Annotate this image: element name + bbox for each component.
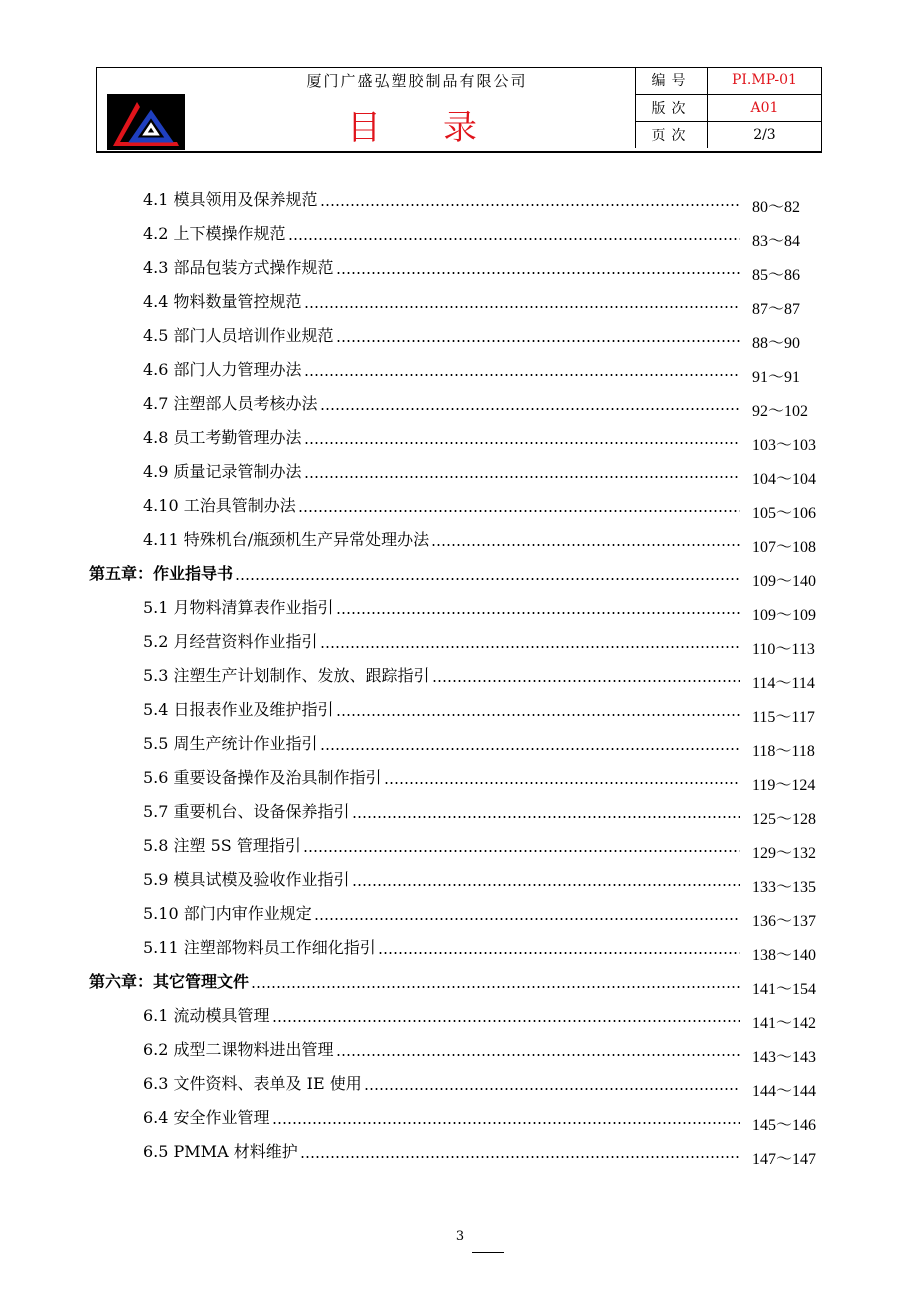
toc-leader-dots [336,601,740,615]
page-number: 3 [455,1229,465,1244]
toc-entry-label: 6.4 安全作业管理 [143,1108,270,1127]
toc-leader-dots [303,839,740,853]
toc-page-range: 109～140 [752,573,817,590]
toc-entry-row [143,220,742,244]
meta-key: 页次 [636,121,708,148]
toc-entry-row [143,628,742,652]
toc-entry-label: 4.11 特殊机台/瓶颈机生产异常处理办法 [143,530,430,549]
toc-entry-row [143,696,742,720]
toc-entry-label: 5.6 重要设备操作及治具制作指引 [143,768,382,787]
toc-entry-label: 5.3 注塑生产计划制作、发放、跟踪指引 [143,666,430,685]
toc-entry-row [143,662,742,686]
toc-entry-label: 4.7 注塑部人员考核办法 [143,394,318,413]
toc-entry-row [143,934,742,958]
toc-leader-dots [378,941,740,955]
toc-leader-dots [304,431,740,445]
toc-entry-label: 4.8 员工考勤管理办法 [143,428,302,447]
toc-entry-row [143,1070,742,1094]
toc-entry-row [143,866,742,890]
toc-entry-label: 4.3 部品包装方式操作规范 [143,258,334,277]
toc-page-range: 109～109 [752,607,817,624]
toc-leader-dots [300,1145,740,1159]
toc-entry-row [143,832,742,856]
toc-page-range: 88～90 [752,335,801,352]
toc-entry-label: 第六章：其它管理文件 [89,972,250,991]
toc-leader-dots [272,1009,740,1023]
toc-page-range: 103～103 [752,437,817,454]
document-meta-table [635,67,821,148]
toc-entry-label: 5.11 注塑部物料员工作细化指引 [143,938,376,957]
toc-entry-label: 4.6 部门人力管理办法 [143,360,302,379]
toc-entry-label: 6.5 PMMA 材料维护 [143,1142,298,1161]
toc-page-range: 87～87 [752,301,801,318]
meta-key: 编号 [636,67,708,94]
toc-entry-label: 5.4 日报表作业及维护指引 [143,700,334,719]
meta-value: A01 [707,94,821,121]
toc-entry-row [143,798,742,822]
toc-entry-label: 第五章：作业指导书 [89,564,234,583]
toc-page-range: 141～154 [752,981,817,998]
toc-entry-label: 5.10 部门内审作业规定 [143,904,312,923]
toc-entry-row [143,288,742,312]
footer-divider [472,1252,504,1253]
toc-page-range: 147～147 [752,1151,817,1168]
toc-leader-dots [384,771,740,785]
toc-entry-label: 6.3 文件资料、表单及 IE 使用 [143,1074,362,1093]
toc-leader-dots [364,1077,740,1091]
toc-entry-label: 5.2 月经营资料作业指引 [143,632,318,651]
toc-entry-row [143,1002,742,1026]
toc-entry-label: 4.5 部门人员培训作业规范 [143,326,334,345]
toc-entry-row [143,730,742,754]
toc-leader-dots [352,873,740,887]
toc-entry-row [143,594,742,618]
toc-leader-dots [251,975,740,989]
toc-page-range: 114～114 [752,675,815,692]
toc-leader-dots [235,567,740,581]
toc-page-range: 110～113 [752,641,815,658]
toc-leader-dots [336,329,740,343]
toc-leader-dots [304,363,740,377]
meta-row-version [636,94,822,121]
meta-row-page [636,121,822,148]
toc-entry-label: 5.8 注塑 5S 管理指引 [143,836,301,855]
toc-entry-row [143,390,742,414]
toc-leader-dots [288,227,740,241]
toc-page-range: 118～118 [752,743,815,760]
toc-leader-dots [298,499,740,513]
toc-entry-label: 6.1 流动模具管理 [143,1006,270,1025]
toc-leader-dots [336,703,740,717]
toc-leader-dots [320,397,740,411]
meta-key: 版次 [636,94,708,121]
toc-entry-label: 4.1 模具领用及保养规范 [143,190,318,209]
toc-entry-row [143,1138,742,1162]
toc-entry-row [143,1036,742,1060]
toc-entry-label: 4.2 上下模操作规范 [143,224,286,243]
toc-entry-row [143,1104,742,1128]
toc-leader-dots [431,533,740,547]
toc-entry-label: 5.9 模具试模及验收作业指引 [143,870,350,889]
toc-entry-row [143,458,742,482]
toc-leader-dots [320,635,740,649]
toc-page-range: 141～142 [752,1015,817,1032]
toc-page-range: 138～140 [752,947,817,964]
toc-leader-dots [352,805,740,819]
toc-entry-label: 5.5 周生产统计作业指引 [143,734,318,753]
toc-page-range: 85～86 [752,267,801,284]
toc-leader-dots [336,1043,740,1057]
toc-page-range: 107～108 [752,539,817,556]
toc-page-range: 119～124 [752,777,816,794]
document-header [96,67,822,153]
toc-leader-dots [336,261,740,275]
toc-page-range: 115～117 [752,709,815,726]
toc-entry-row [143,356,742,380]
toc-leader-dots [320,193,740,207]
toc-entry-label: 6.2 成型二课物料进出管理 [143,1040,334,1059]
toc-entry-label: 4.10 工治具管制办法 [143,496,296,515]
toc-page-range: 105～106 [752,505,817,522]
toc-entry-row [143,424,742,448]
toc-entry-label: 5.1 月物料清算表作业指引 [143,598,334,617]
toc-page-range: 143～143 [752,1049,817,1066]
toc-entry-row [143,526,742,550]
toc-entry-label: 4.9 质量记录管制办法 [143,462,302,481]
toc-leader-dots [272,1111,740,1125]
toc-leader-dots [304,295,740,309]
logo-triangles-icon [107,94,185,150]
company-name: 厦门广盛弘塑胶制品有限公司 [306,72,528,90]
company-logo [107,94,185,150]
toc-entry-label: 5.7 重要机台、设备保养指引 [143,802,350,821]
toc-entry-row [143,764,742,788]
toc-chapter-row [89,560,742,584]
toc-entry-row [143,492,742,516]
toc-chapter-row [89,968,742,992]
toc-entry-label: 4.4 物料数量管控规范 [143,292,302,311]
toc-entry-row [143,900,742,924]
toc-page-range: 125～128 [752,811,817,828]
page-title: 目录 [347,108,539,148]
meta-value: 2/3 [707,121,821,148]
toc-page-range: 91～91 [752,369,801,386]
toc-page-range: 80～82 [752,199,801,216]
toc-entry-row [143,186,742,210]
toc-entry-row [143,254,742,278]
toc-page-range: 92～102 [752,403,809,420]
meta-row-number [636,67,822,94]
toc-page-range: 83～84 [752,233,801,250]
toc-leader-dots [314,907,740,921]
toc-page-range: 144～144 [752,1083,817,1100]
meta-value: PI.MP-01 [707,67,821,94]
toc-page-range: 129～132 [752,845,817,862]
toc-leader-dots [320,737,740,751]
toc-leader-dots [432,669,740,683]
toc-page-range: 136～137 [752,913,817,930]
toc-entry-row [143,322,742,346]
toc-page-range: 104～104 [752,471,817,488]
toc-page-range: 133～135 [752,879,817,896]
toc-page-range: 145～146 [752,1117,817,1134]
toc-leader-dots [304,465,740,479]
